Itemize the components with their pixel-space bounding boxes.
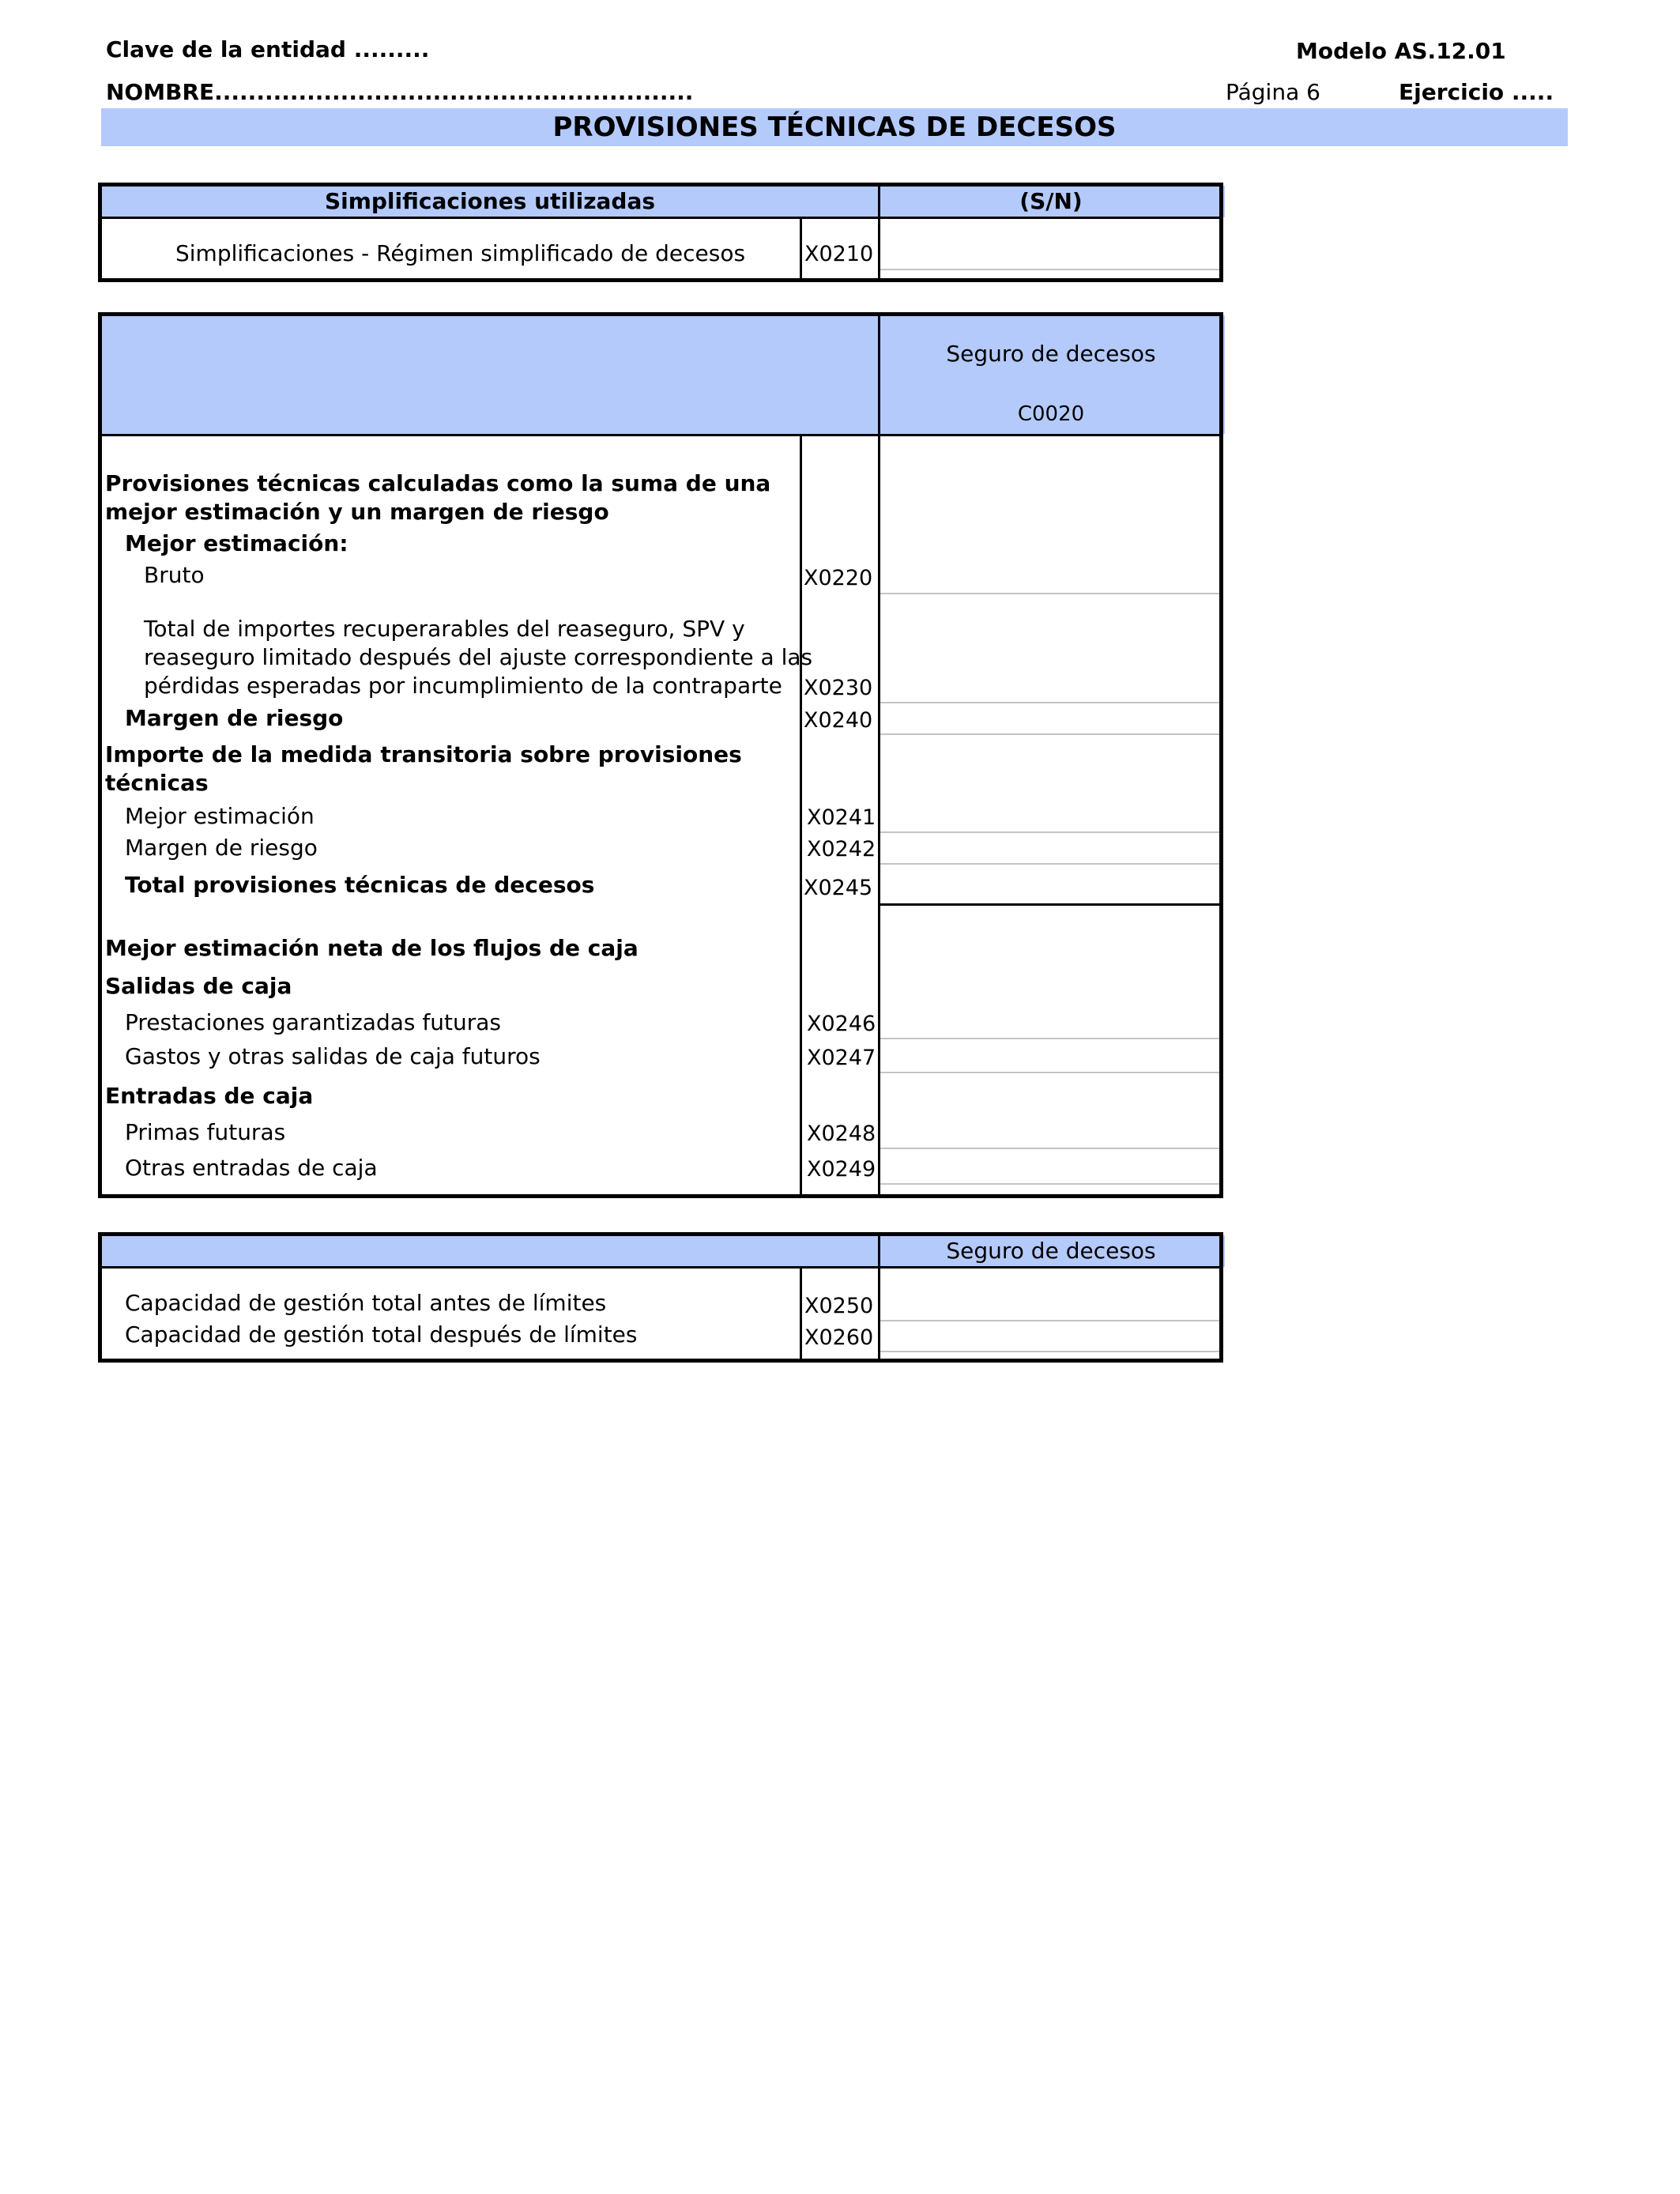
other-inflows-label: Otras entradas de caja <box>125 1155 378 1181</box>
divider <box>880 903 1222 906</box>
cell-underline <box>880 593 1219 594</box>
future-premiums-input-cell[interactable] <box>882 1119 1219 1148</box>
divider <box>878 315 880 1195</box>
column-code-c0020: C0020 <box>1017 402 1085 426</box>
cell-underline <box>880 1038 1219 1039</box>
cell-underline <box>880 702 1219 703</box>
best-estimate-heading: Mejor estimación: <box>125 530 348 556</box>
code-x0210: X0210 <box>804 242 874 266</box>
code-x0246: X0246 <box>807 1012 876 1036</box>
code-x0241: X0241 <box>807 805 876 830</box>
code-x0245: X0245 <box>804 876 873 900</box>
risk-margin-heading: Margen de riesgo <box>125 705 344 731</box>
cell-underline <box>880 1072 1219 1073</box>
recoverables-line-1: Total de importes recuperarables del reaseguro, SPV y <box>144 616 745 642</box>
cell-underline <box>880 863 1219 865</box>
future-premiums-label: Primas futuras <box>125 1119 286 1145</box>
cell-underline <box>880 1320 1219 1321</box>
total-provisions-input-cell[interactable] <box>882 873 1219 901</box>
gross-input-cell[interactable] <box>882 564 1219 593</box>
code-x0247: X0247 <box>807 1046 876 1070</box>
page-title: PROVISIONES TÉCNICAS DE DECESOS <box>552 111 1117 143</box>
code-x0260: X0260 <box>804 1325 874 1350</box>
capacity-after-limits-input-cell[interactable] <box>882 1322 1219 1351</box>
other-inflows-input-cell[interactable] <box>882 1155 1219 1183</box>
exercise-label: Ejercicio ..... <box>1399 79 1554 105</box>
code-x0220: X0220 <box>804 566 873 590</box>
trans-best-estimate-input-cell[interactable] <box>882 803 1219 831</box>
entity-key-label: Clave de la entidad ......... <box>106 36 430 62</box>
code-x0242: X0242 <box>807 837 876 861</box>
title-bar <box>101 108 1568 146</box>
cell-underline <box>880 831 1219 833</box>
cell-underline <box>880 733 1219 735</box>
gross-label: Bruto <box>144 562 205 588</box>
divider <box>800 434 802 1195</box>
recoverables-input-cell[interactable] <box>882 674 1219 703</box>
capacity-after-limits-label: Capacidad de gestión total después de límites <box>125 1321 638 1348</box>
future-expenses-input-cell[interactable] <box>882 1043 1219 1072</box>
trans-best-estimate-label: Mejor estimación <box>125 803 315 829</box>
divider <box>100 217 1222 219</box>
page-number: Página 6 <box>1226 79 1320 105</box>
sum-heading-line-1: Provisiones técnicas calculadas como la suma de una <box>105 470 771 496</box>
transitional-heading-line-1: Importe de la medida transitoria sobre provisiones <box>105 741 742 767</box>
simplifications-header-label: Simplificaciones utilizadas <box>324 188 656 214</box>
future-benefits-label: Prestaciones garantizadas futuras <box>125 1009 501 1035</box>
capacity-before-limits-label: Capacidad de gestión total antes de límites <box>125 1290 607 1316</box>
cell-underline <box>880 1183 1219 1185</box>
cell-underline <box>880 269 1219 270</box>
seguro-decesos-column-header: Seguro de decesos <box>946 341 1156 367</box>
code-x0230: X0230 <box>804 676 873 700</box>
code-x0250: X0250 <box>804 1294 874 1318</box>
risk-margin-input-cell[interactable] <box>882 706 1219 734</box>
transitional-heading-line-2: técnicas <box>105 770 209 796</box>
trans-risk-margin-input-cell[interactable] <box>882 835 1219 863</box>
capacity-column-header: Seguro de decesos <box>946 1238 1156 1264</box>
total-provisions-label: Total provisiones técnicas de decesos <box>125 872 595 898</box>
cell-underline <box>880 1351 1219 1352</box>
divider <box>800 217 802 280</box>
recoverables-line-3: pérdidas esperadas por incumplimiento de la contraparte <box>144 673 782 699</box>
simplifications-input-cell[interactable] <box>882 240 1219 269</box>
net-cash-flows-heading: Mejor estimación neta de los flujos de caja <box>105 935 638 961</box>
sum-heading-line-2: mejor estimación y un margen de riesgo <box>105 499 609 525</box>
divider <box>100 434 1222 436</box>
trans-risk-margin-label: Margen de riesgo <box>125 835 318 861</box>
model-label: Modelo AS.12.01 <box>1296 38 1506 64</box>
name-label: NOMBRE......................................................... <box>106 79 694 105</box>
recoverables-line-2: reaseguro limitado después del ajuste correspondiente a las <box>144 644 813 670</box>
capacity-before-limits-input-cell[interactable] <box>882 1291 1219 1319</box>
simplifications-row-label: Simplificaciones - Régimen simplificado de decesos <box>175 240 746 266</box>
divider <box>100 1266 1222 1269</box>
simplifications-header-value: (S/N) <box>1019 188 1083 214</box>
cell-underline <box>880 1148 1219 1149</box>
divider <box>800 1266 802 1359</box>
outflows-heading: Salidas de caja <box>105 973 292 999</box>
code-x0249: X0249 <box>807 1157 876 1182</box>
code-x0248: X0248 <box>807 1122 876 1146</box>
code-x0240: X0240 <box>804 708 873 733</box>
future-benefits-input-cell[interactable] <box>882 1009 1219 1038</box>
future-expenses-label: Gastos y otras salidas de caja futuros <box>125 1043 541 1069</box>
inflows-heading: Entradas de caja <box>105 1083 314 1109</box>
